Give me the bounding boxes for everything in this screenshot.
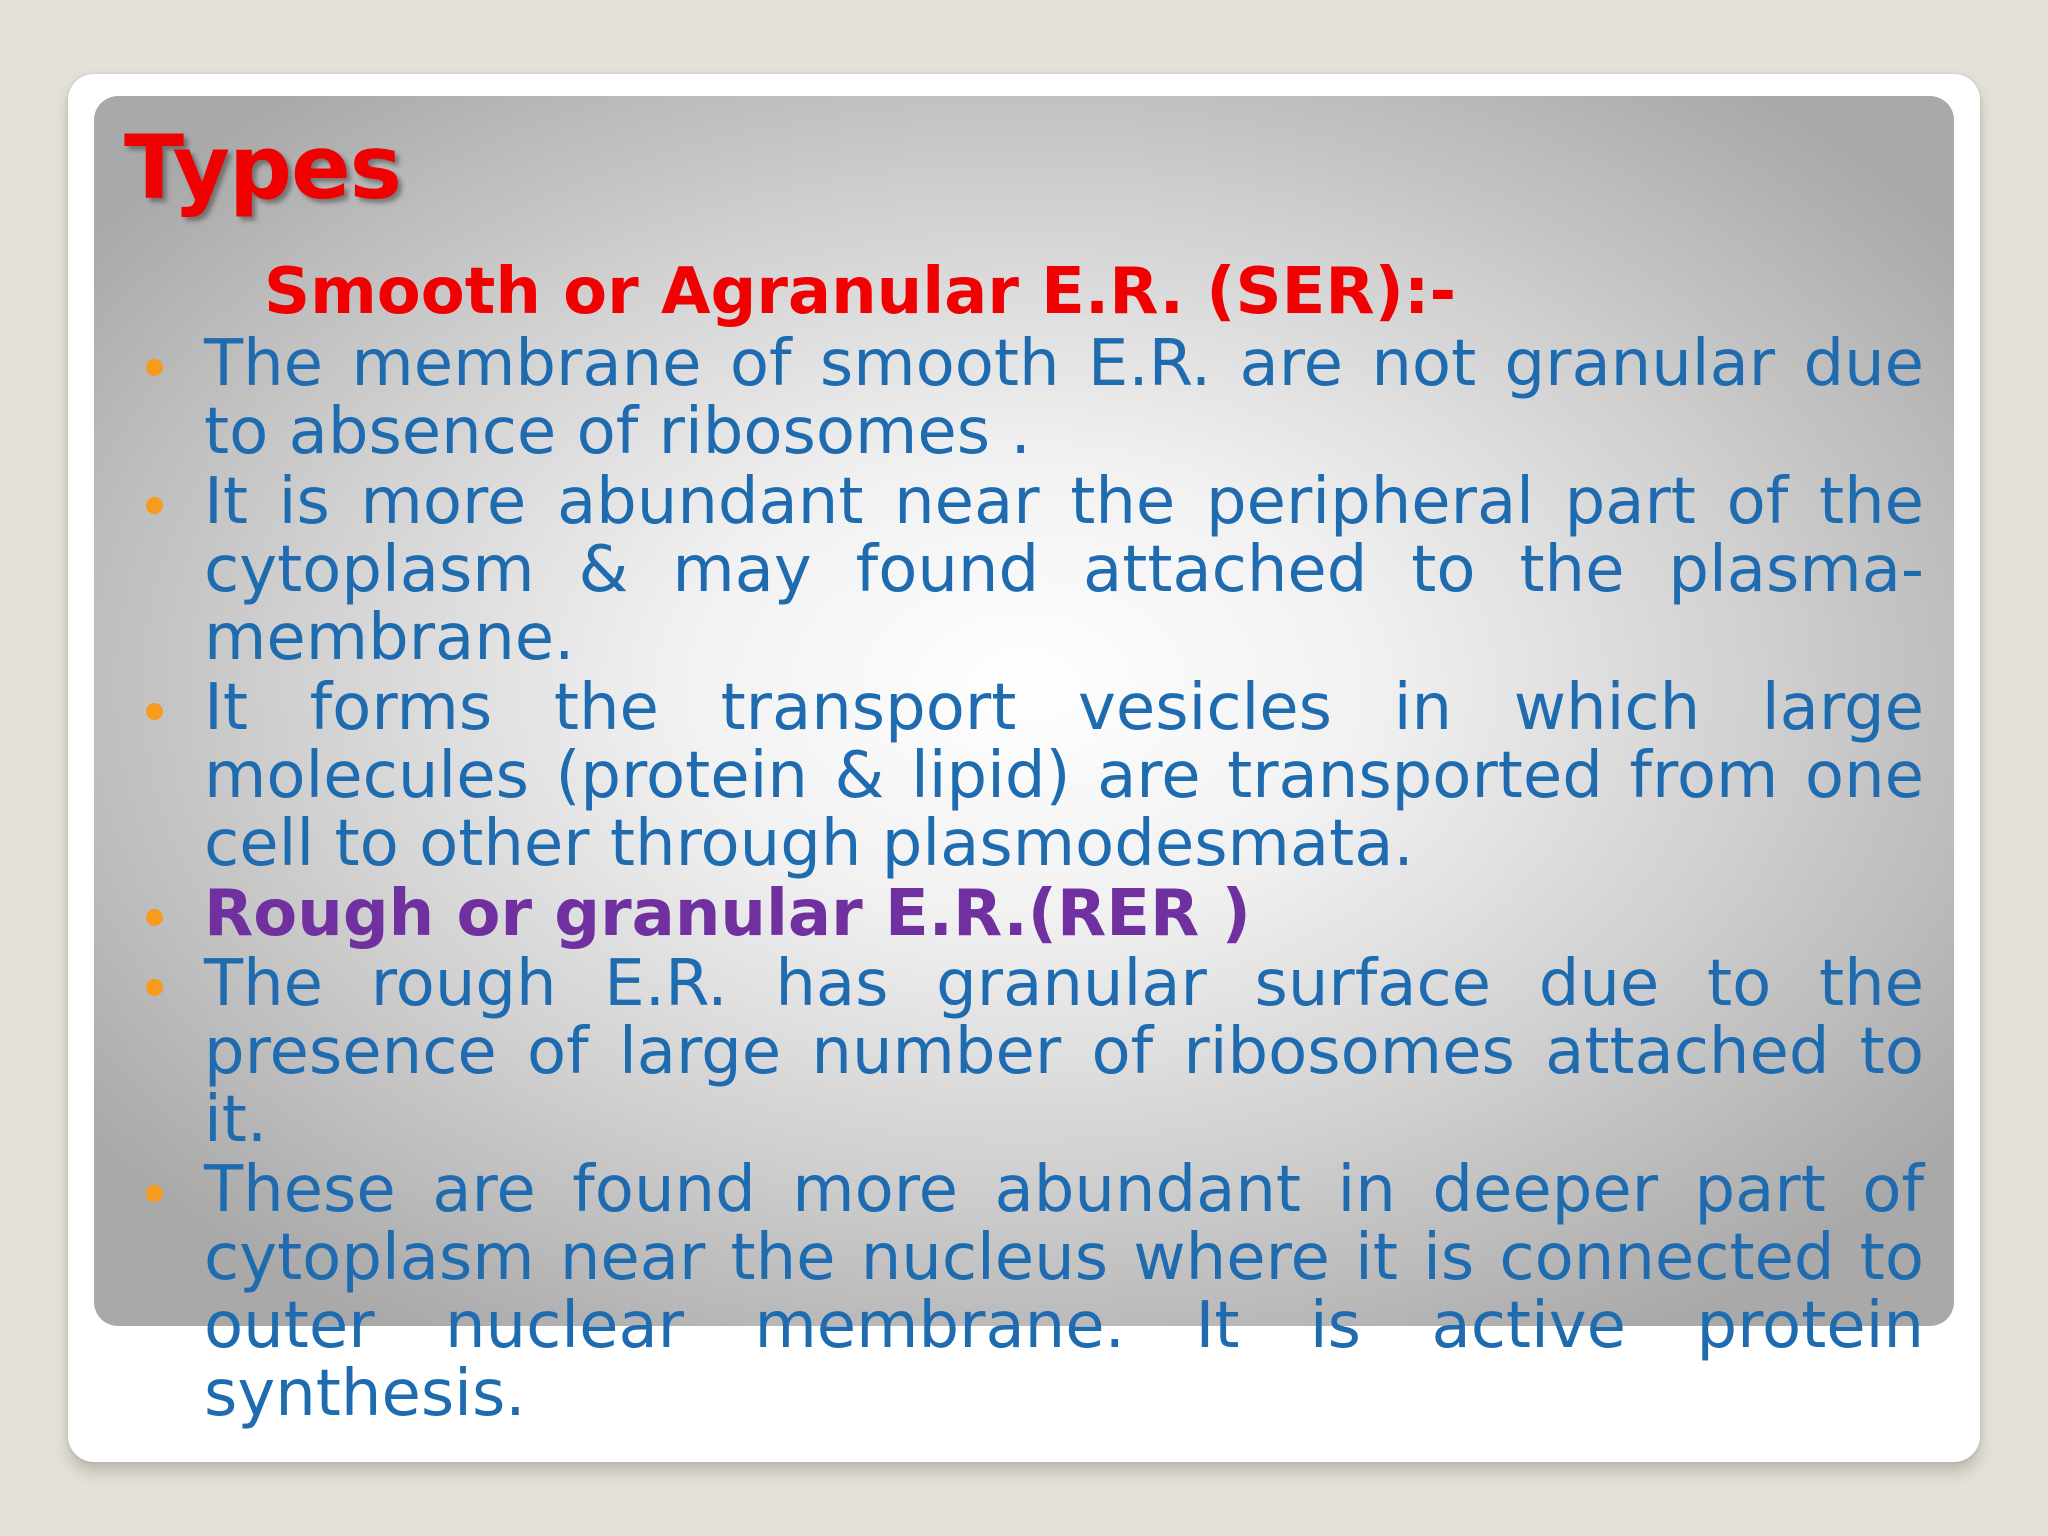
- bullet-item-rer-surface: [204, 947, 1924, 1157]
- bullet-dot-icon: [146, 703, 163, 720]
- bullet-item-ser-vesicles: [204, 671, 1924, 881]
- bullet-item-rer-location: [204, 1153, 1924, 1431]
- bullet-text: These are found more abundant in deeper part of cytoplasm near the nucleus where it is connected to outer nuclear membrane. It is active protein synthesis.: [204, 1153, 1924, 1431]
- bullet-text: It forms the transport vesicles in which large molecules (protein & lipid) are transported from one cell to other through plasmodesmata.: [204, 671, 1924, 881]
- bullet-dot-icon: [146, 1185, 163, 1202]
- rer-heading-text: Rough or granular E.R.(RER ): [204, 877, 1251, 951]
- slide-title: Types: [124, 116, 402, 219]
- bullet-list: [204, 327, 1924, 1431]
- bullet-dot-icon: [146, 359, 163, 376]
- ser-subheading: Smooth or Agranular E.R. (SER):-: [264, 255, 1456, 329]
- bullet-text: The membrane of smooth E.R. are not granular due to absence of ribosomes .: [204, 327, 1924, 469]
- bullet-text: The rough E.R. has granular surface due to the presence of large number of ribosomes attached to it.: [204, 947, 1924, 1157]
- bullet-item-ser-abundance: [204, 465, 1924, 675]
- bullet-text: It is more abundant near the peripheral part of the cytoplasm & may found attached to the plasma-membrane.: [204, 465, 1924, 675]
- bullet-item-rer-heading: [204, 877, 1924, 951]
- bullet-dot-icon: [146, 979, 163, 996]
- bullet-item-ser-membrane: [204, 327, 1924, 469]
- bullet-dot-icon: [146, 497, 163, 514]
- bullet-dot-icon: [146, 909, 163, 926]
